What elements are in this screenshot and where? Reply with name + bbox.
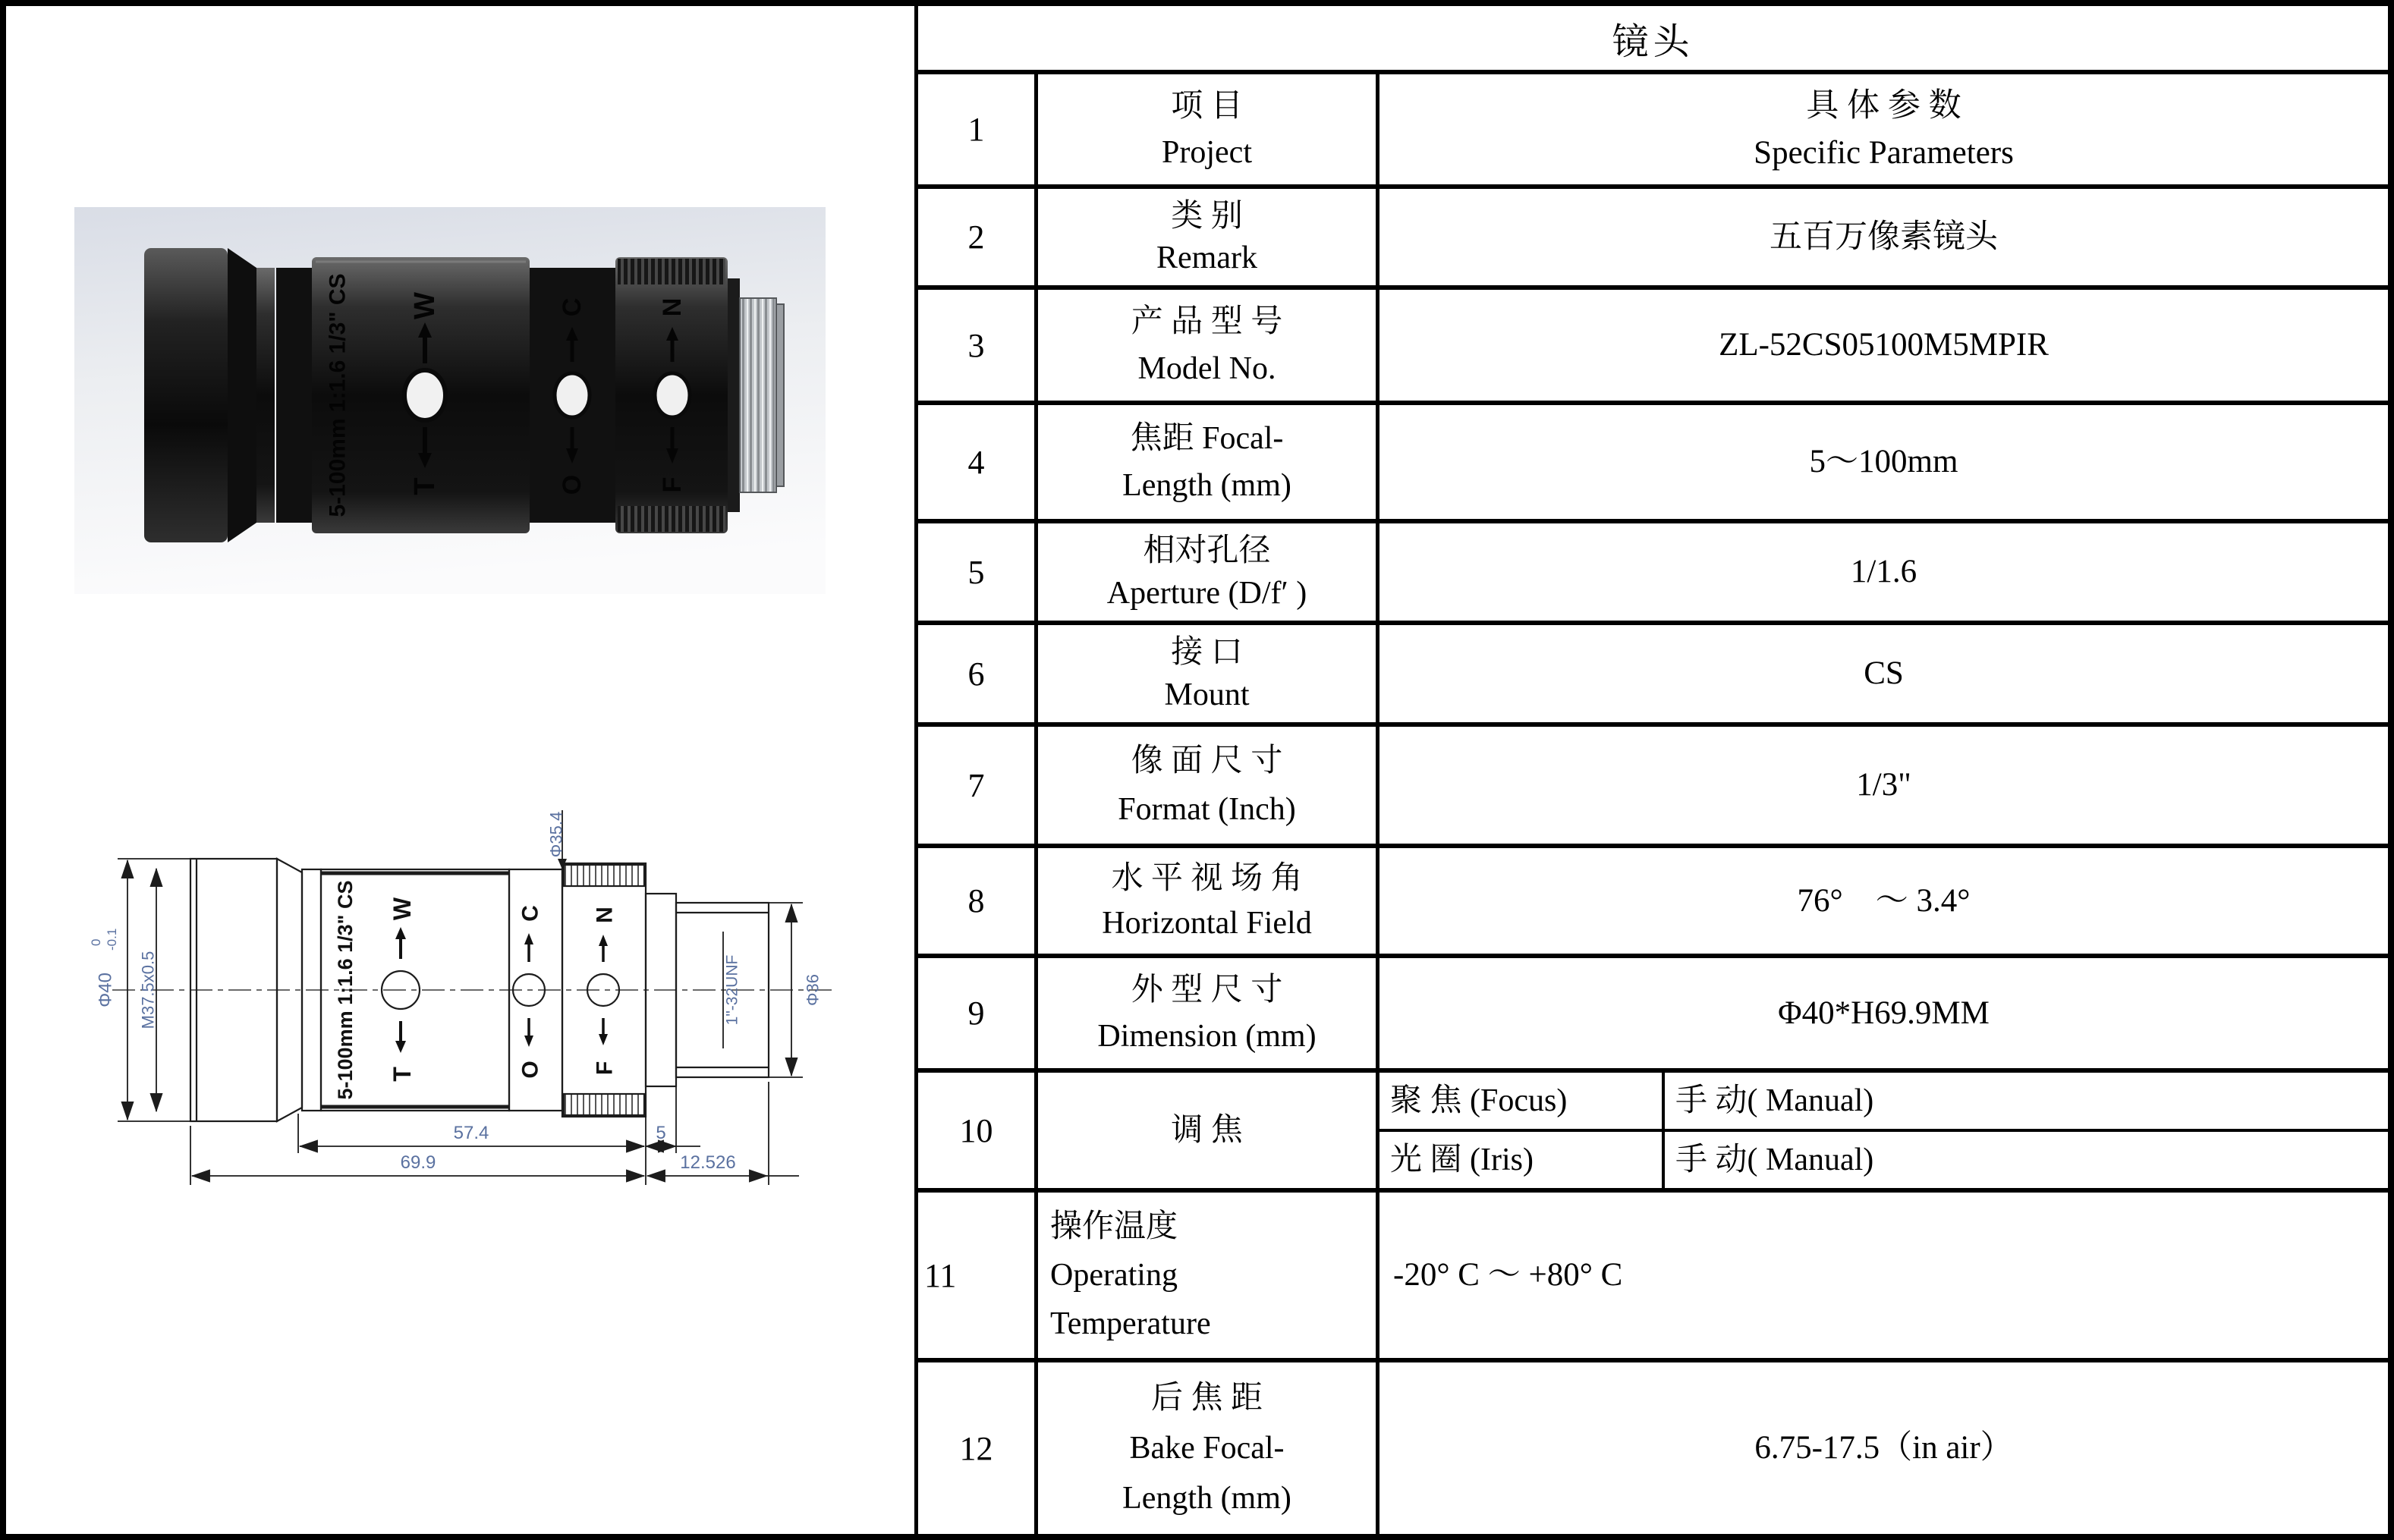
table-row	[918, 401, 2388, 519]
row-2-value-text: 五百万像素镜头	[1770, 218, 1998, 255]
table-title-text: 镜头	[1612, 21, 1694, 62]
row-5-label-en: Aperture (D/f′ )	[1106, 575, 1307, 611]
row-11-label-en1: Operating	[1050, 1257, 1178, 1293]
focus-thumbscrew	[655, 373, 690, 417]
row-8-num: 8	[967, 882, 985, 919]
row-3-value-text: ZL-52CS05100M5MPIR	[1719, 327, 2049, 363]
dim-body-length: 57.4	[453, 1123, 489, 1143]
drawing-open-marking: O	[517, 1061, 543, 1079]
row-7-value	[1376, 727, 2388, 844]
drawing-tele-marking: T	[389, 1067, 416, 1082]
dim-step-length: 5	[656, 1123, 666, 1143]
row-5-value-text: 1/1.6	[1850, 554, 1917, 590]
row-5-num: 5	[967, 553, 985, 591]
iris-value: 手 动( Manual)	[1662, 1132, 2388, 1188]
focus-near-marking: N	[658, 297, 687, 317]
row-10-value	[1376, 1073, 2388, 1188]
tele-marking: T	[409, 477, 441, 495]
row-9-value-text: Φ40*H69.9MM	[1778, 995, 1990, 1031]
iris-close-marking: C	[558, 297, 587, 317]
dim-rear-length: 12.526	[680, 1152, 736, 1173]
table-row	[918, 70, 2388, 184]
row-2-label-en: Remark	[1156, 240, 1257, 275]
row-5-label-zh: 相对孔径	[1143, 533, 1271, 569]
table-row	[918, 1068, 2388, 1188]
row-5-label	[1034, 523, 1376, 621]
table-title	[918, 6, 2388, 70]
row-12-num: 12	[959, 1429, 993, 1467]
row-2-num: 2	[967, 218, 985, 256]
row-1-value-zh: 具 体 参 数	[1806, 88, 1961, 124]
row-4-value-text: 5～100mm	[1809, 444, 1958, 480]
spacer-ring	[256, 268, 275, 523]
mount-thread	[740, 298, 776, 492]
row-12-value	[1376, 1362, 2388, 1534]
row-12-label-en2: Length (mm)	[1122, 1480, 1291, 1516]
row-11-value	[1376, 1193, 2388, 1358]
dim-front-diameter: Φ40	[95, 973, 116, 1007]
row-4-label-line1: 焦距 Focal-	[1130, 420, 1284, 456]
spacer-ring-2	[276, 268, 312, 523]
row-10-label-zh: 调 焦	[1171, 1112, 1243, 1148]
left-panel	[6, 6, 914, 1534]
drawing-far-marking: F	[592, 1061, 618, 1076]
focus-label: 聚 焦 (Focus)	[1390, 1083, 1568, 1118]
row-3-label-zh: 产 品 型 号	[1131, 304, 1283, 340]
row-1-label-en: Project	[1162, 134, 1252, 170]
lens-hood	[144, 248, 256, 542]
row-9-value	[1376, 958, 2388, 1068]
drawing-spec-marking: 5-100mm 1:1.6 1/3" CS	[334, 880, 357, 1100]
row-6-value-text: CS	[1864, 655, 1904, 692]
dim-rear-diameter: Φ36	[803, 973, 823, 1007]
row-9-label-zh: 外 型 尺 寸	[1131, 972, 1283, 1007]
table-row	[918, 184, 2388, 285]
row-1-value-en: Specific Parameters	[1754, 134, 2014, 171]
row-11-label	[1034, 1193, 1376, 1358]
row-5-value	[1376, 523, 2388, 621]
drawing-close-marking: C	[517, 905, 543, 922]
row-6-label	[1034, 625, 1376, 722]
iris-thumbscrew	[555, 373, 590, 417]
table-row	[918, 519, 2388, 621]
row-1-label	[1034, 74, 1376, 184]
row-1-num: 1	[967, 111, 985, 148]
row-2-value	[1376, 189, 2388, 285]
row-11-num: 11	[924, 1256, 957, 1294]
lens-spec-marking: 5-100mm 1:1.6 1/3" CS	[325, 273, 351, 517]
spec-table	[914, 6, 2388, 1534]
row-3-num: 3	[967, 326, 985, 364]
row-6-value	[1376, 625, 2388, 722]
table-row	[918, 1188, 2388, 1358]
row-8-value-text: 76° ～ 3.4°	[1797, 882, 1971, 919]
focus-value: 手 动( Manual)	[1662, 1073, 2388, 1129]
focus-subrow	[1379, 1073, 2388, 1129]
iris-open-marking: O	[558, 474, 587, 495]
row-10-num: 10	[959, 1111, 993, 1149]
dim-mid-diameter: Φ35.4	[546, 811, 566, 858]
table-row	[918, 1358, 2388, 1534]
row-6-label-zh: 接 口	[1171, 635, 1243, 671]
row-10-label	[1034, 1073, 1376, 1188]
row-2-label-zh: 类 别	[1171, 198, 1243, 234]
wide-marking: W	[409, 292, 441, 319]
table-row	[918, 844, 2388, 954]
dim-front-tol-lower: -0.1	[105, 928, 119, 951]
zoom-thumbscrew	[404, 370, 445, 420]
dim-rear-thread: 1"-32UNF	[723, 954, 741, 1026]
row-12-value-text: 6.75-17.5（in air）	[1754, 1430, 2013, 1466]
row-9-label-en: Dimension (mm)	[1097, 1018, 1317, 1054]
row-7-num: 7	[967, 766, 985, 804]
row-8-label	[1034, 848, 1376, 954]
drawing-wide-marking: W	[389, 897, 416, 921]
row-7-value-text: 1/3"	[1856, 767, 1911, 803]
dim-front-tol-upper: 0	[89, 938, 103, 946]
row-9-num: 9	[967, 995, 985, 1032]
iris-label: 光 圈 (Iris)	[1390, 1142, 1534, 1177]
lens-dimension-drawing	[71, 787, 875, 1227]
row-8-value	[1376, 848, 2388, 954]
table-row	[918, 285, 2388, 401]
row-11-label-zh: 操作温度	[1050, 1208, 1178, 1244]
table-row	[918, 954, 2388, 1068]
row-8-label-en: Horizontal Field	[1102, 905, 1312, 941]
row-6-num: 6	[967, 655, 985, 693]
row-6-label-en: Mount	[1164, 677, 1250, 712]
table-row	[918, 621, 2388, 722]
row-11-label-en2: Temperature	[1050, 1306, 1211, 1341]
row-4-value	[1376, 405, 2388, 519]
zoom-ring	[312, 257, 530, 533]
row-8-label-zh: 水 平 视 场 角	[1111, 860, 1303, 896]
row-7-label-zh: 像 面 尺 寸	[1131, 743, 1283, 778]
row-9-label	[1034, 958, 1376, 1068]
iris-ring	[530, 268, 615, 523]
row-3-label-en: Model No.	[1137, 350, 1276, 386]
row-11-value-text: -20° C ～ +80° C	[1393, 1257, 1623, 1293]
focus-ring	[615, 257, 728, 533]
row-1-value	[1376, 74, 2388, 184]
focus-far-marking: F	[658, 476, 687, 493]
row-7-label-en: Format (Inch)	[1118, 791, 1296, 827]
dim-front-thread: M37.5x0.5	[138, 951, 158, 1029]
row-4-label	[1034, 405, 1376, 519]
row-4-label-line2: Length (mm)	[1122, 468, 1291, 504]
row-12-label-zh: 后 焦 距	[1150, 1380, 1263, 1416]
table-row	[918, 722, 2388, 844]
row-4-num: 4	[967, 443, 985, 481]
row-2-label	[1034, 189, 1376, 285]
row-3-label	[1034, 290, 1376, 401]
row-7-label	[1034, 727, 1376, 844]
row-12-label	[1034, 1362, 1376, 1534]
iris-subrow	[1379, 1129, 2388, 1188]
row-3-value	[1376, 290, 2388, 401]
dim-total-length: 69.9	[400, 1152, 436, 1173]
drawing-near-marking: N	[592, 907, 618, 923]
row-1-label-zh: 项 目	[1171, 88, 1243, 124]
lens-3d-render	[74, 207, 826, 594]
cs-mount	[728, 278, 784, 512]
row-12-label-en1: Bake Focal-	[1129, 1430, 1285, 1466]
